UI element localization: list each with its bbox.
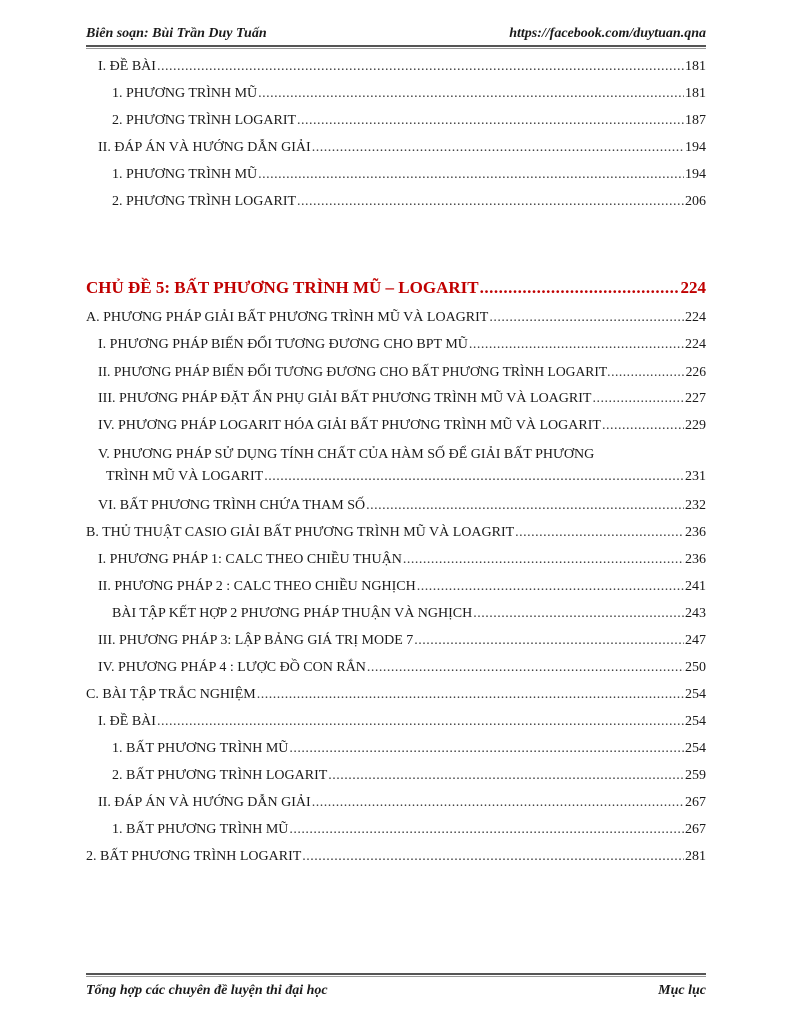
- toc-leader: [480, 277, 680, 299]
- toc-entry-label: II. ĐÁP ÁN VÀ HƯỚNG DẪN GIẢI: [98, 795, 311, 810]
- toc-entry[interactable]: [98, 578, 706, 596]
- toc-page-number: 232: [685, 498, 706, 513]
- toc-entry-label: IV. PHƯƠNG PHÁP 4 : LƯỢC ĐỒ CON RẮN: [98, 660, 366, 675]
- toc-leader: [289, 740, 684, 758]
- toc-leader: [367, 659, 684, 677]
- toc-leader: [417, 578, 684, 596]
- toc-entry[interactable]: [98, 632, 706, 650]
- toc-leader: [258, 85, 684, 103]
- toc-entry-label: A. PHƯƠNG PHÁP GIẢI BẤT PHƯƠNG TRÌNH MŨ VÀ LOAGRIT: [86, 310, 489, 325]
- toc-leader: [258, 166, 684, 184]
- toc-page-number: 187: [685, 113, 706, 128]
- toc-leader: [414, 632, 684, 650]
- toc-entry[interactable]: [98, 417, 706, 435]
- page-header: [86, 24, 706, 44]
- toc-leader: [489, 309, 684, 327]
- toc-page-number: 194: [685, 140, 706, 155]
- toc-page-number: 254: [685, 687, 706, 702]
- toc-entry-label: 1. PHƯƠNG TRÌNH MŨ: [112, 86, 258, 101]
- toc-leader: [257, 686, 684, 704]
- toc-entry[interactable]: [112, 740, 706, 758]
- toc-page-number: 259: [685, 768, 706, 783]
- toc-entry[interactable]: [112, 85, 706, 103]
- toc-entry[interactable]: [86, 524, 706, 542]
- toc-entry[interactable]: [98, 390, 706, 408]
- toc-entry-label: 2. BẤT PHƯƠNG TRÌNH LOGARIT: [112, 768, 328, 783]
- toc-page-number: 247: [685, 633, 706, 648]
- toc-entry-label: 2. BẤT PHƯƠNG TRÌNH LOGARIT: [86, 849, 302, 864]
- header-rule-thin: [86, 48, 706, 49]
- toc-page-number: 206: [685, 194, 706, 209]
- toc-entry[interactable]: [98, 794, 706, 812]
- toc-page-number: 227: [685, 391, 706, 406]
- footer-rule-thin: [86, 976, 706, 977]
- toc-page-number: 250: [685, 660, 706, 675]
- toc-entry-label: IV. PHƯƠNG PHÁP LOGARIT HÓA GIẢI BẤT PHƯƠNG TRÌNH MŨ VÀ LOGARIT: [98, 418, 601, 433]
- toc-entry-label: 2. PHƯƠNG TRÌNH LOGARIT: [112, 113, 297, 128]
- toc-page-number: 241: [685, 579, 706, 594]
- header-url: https://facebook.com/duytuan.qna: [509, 26, 706, 41]
- toc-leader: [312, 139, 684, 157]
- toc-page-number: 243: [685, 606, 706, 621]
- toc-entry-label: III. PHƯƠNG PHÁP ĐẶT ẨN PHỤ GIẢI BẤT PHƯƠNG TRÌNH MŨ VÀ LOAGRIT: [98, 391, 592, 406]
- toc-entry[interactable]: [106, 468, 706, 486]
- toc-entry-label: I. PHƯƠNG PHÁP BIẾN ĐỔI TƯƠNG ĐƯƠNG CHO BPT MŨ: [98, 337, 468, 352]
- toc-entry[interactable]: [98, 363, 706, 381]
- toc-entry[interactable]: [98, 336, 706, 354]
- toc-entry[interactable]: [98, 139, 706, 157]
- toc-leader: [312, 794, 684, 812]
- toc-page-number: 267: [685, 795, 706, 810]
- toc-entry-label: II. PHƯƠNG PHÁP BIẾN ĐỔI TƯƠNG ĐƯƠNG CHO BẤT PHƯƠNG TRÌNH LOGARIT: [98, 364, 608, 379]
- toc-entry-label: VI. BẤT PHƯƠNG TRÌNH CHỨA THAM SỐ: [98, 498, 366, 513]
- toc-entry-label: C. BÀI TẬP TRẮC NGHIỆM: [86, 687, 256, 702]
- toc-entry[interactable]: [112, 605, 706, 623]
- toc-page-number: 224: [685, 310, 706, 325]
- toc-leader: [157, 713, 684, 731]
- toc-page-number: 229: [685, 418, 706, 433]
- toc-page-number: 181: [685, 59, 706, 74]
- header-author: Biên soạn: Bùi Trần Duy Tuấn: [86, 26, 267, 41]
- toc-entry[interactable]: [112, 112, 706, 130]
- chapter-label: CHỦ ĐỀ 5: BẤT PHƯƠNG TRÌNH MŨ – LOGARIT: [86, 278, 479, 297]
- toc-entry[interactable]: [112, 821, 706, 839]
- toc-leader: [366, 497, 684, 515]
- footer-section: Mục lục: [658, 983, 706, 998]
- toc-chapter-heading[interactable]: [86, 277, 706, 299]
- toc-leader: [157, 58, 684, 76]
- toc-page-number: 194: [685, 167, 706, 182]
- toc-entry[interactable]: [86, 309, 706, 327]
- toc-leader: [403, 551, 684, 569]
- toc-page-number: 254: [685, 714, 706, 729]
- toc-entry-label: 1. BẤT PHƯƠNG TRÌNH MŨ: [112, 741, 289, 756]
- toc-page-number: 267: [685, 822, 706, 837]
- toc-entry-label: I. ĐỀ BÀI: [98, 59, 156, 74]
- toc-leader: [473, 605, 684, 623]
- header-rule: [86, 45, 706, 47]
- toc-leader: [515, 524, 684, 542]
- toc-entry[interactable]: [98, 551, 706, 569]
- toc-entry-label: B. THỦ THUẬT CASIO GIẢI BẤT PHƯƠNG TRÌNH MŨ VÀ LOAGRIT: [86, 525, 515, 540]
- toc-entry[interactable]: [112, 767, 706, 785]
- toc-leader: [264, 468, 684, 486]
- toc-leader: [302, 848, 684, 866]
- toc-page-number: 224: [685, 337, 706, 352]
- toc-entry-label: 1. PHƯƠNG TRÌNH MŨ: [112, 167, 258, 182]
- toc-entry-label: 2. PHƯƠNG TRÌNH LOGARIT: [112, 194, 297, 209]
- toc-page-number: 236: [685, 525, 706, 540]
- toc-entry-label: II. PHƯƠNG PHÁP 2 : CALC THEO CHIỀU NGHỊCH: [98, 579, 416, 594]
- toc-leader: [328, 767, 684, 785]
- toc-entry-label: I. PHƯƠNG PHÁP 1: CALC THEO CHIỀU THUẬN: [98, 552, 402, 567]
- toc-entry-label: II. ĐÁP ÁN VÀ HƯỚNG DẪN GIẢI: [98, 140, 311, 155]
- page-footer: [86, 981, 706, 1003]
- toc-leader: [592, 390, 684, 408]
- toc-entry-label: BÀI TẬP KẾT HỢP 2 PHƯƠNG PHÁP THUẬN VÀ NGHỊCH: [112, 606, 473, 621]
- footer-rule: [86, 973, 706, 975]
- toc-leader: [602, 417, 684, 435]
- toc-entry-label: TRÌNH MŨ VÀ LOGARIT: [106, 469, 264, 484]
- toc-page-number: 181: [685, 86, 706, 101]
- toc-page-number: 254: [685, 741, 706, 756]
- toc-entry-label: III. PHƯƠNG PHÁP 3: LẬP BẢNG GIÁ TRỊ MODE 7: [98, 633, 414, 648]
- toc-page-number: 231: [685, 469, 706, 484]
- toc-entry[interactable]: [112, 193, 706, 211]
- footer-title: Tổng hợp các chuyên đề luyện thi đại học: [86, 983, 328, 998]
- toc-leader: [469, 336, 684, 354]
- toc-entry-label: 1. BẤT PHƯƠNG TRÌNH MŨ: [112, 822, 289, 837]
- toc-leader: [297, 112, 684, 130]
- toc-entry-label: I. ĐỀ BÀI: [98, 714, 156, 729]
- toc-page-number: 281: [685, 849, 706, 864]
- toc-leader: [297, 193, 684, 211]
- toc-page-number: 226: [685, 364, 706, 379]
- toc-entry[interactable]: [98, 713, 706, 731]
- toc-leader: [289, 821, 684, 839]
- chapter-page-number: 224: [680, 278, 706, 297]
- toc-entry[interactable]: [98, 497, 706, 515]
- toc-entry-label-line1[interactable]: V. PHƯƠNG PHÁP SỬ DỤNG TÍNH CHẤT CỦA HÀM SỐ ĐỂ GIẢI BẤT PHƯƠNG: [98, 447, 595, 462]
- toc-leader: [607, 363, 685, 381]
- toc-entry[interactable]: [86, 686, 706, 704]
- toc-entry[interactable]: [112, 166, 706, 184]
- toc-entry[interactable]: [98, 58, 706, 76]
- toc-page-number: 236: [685, 552, 706, 567]
- toc-entry[interactable]: [98, 659, 706, 677]
- toc-entry[interactable]: [86, 848, 706, 866]
